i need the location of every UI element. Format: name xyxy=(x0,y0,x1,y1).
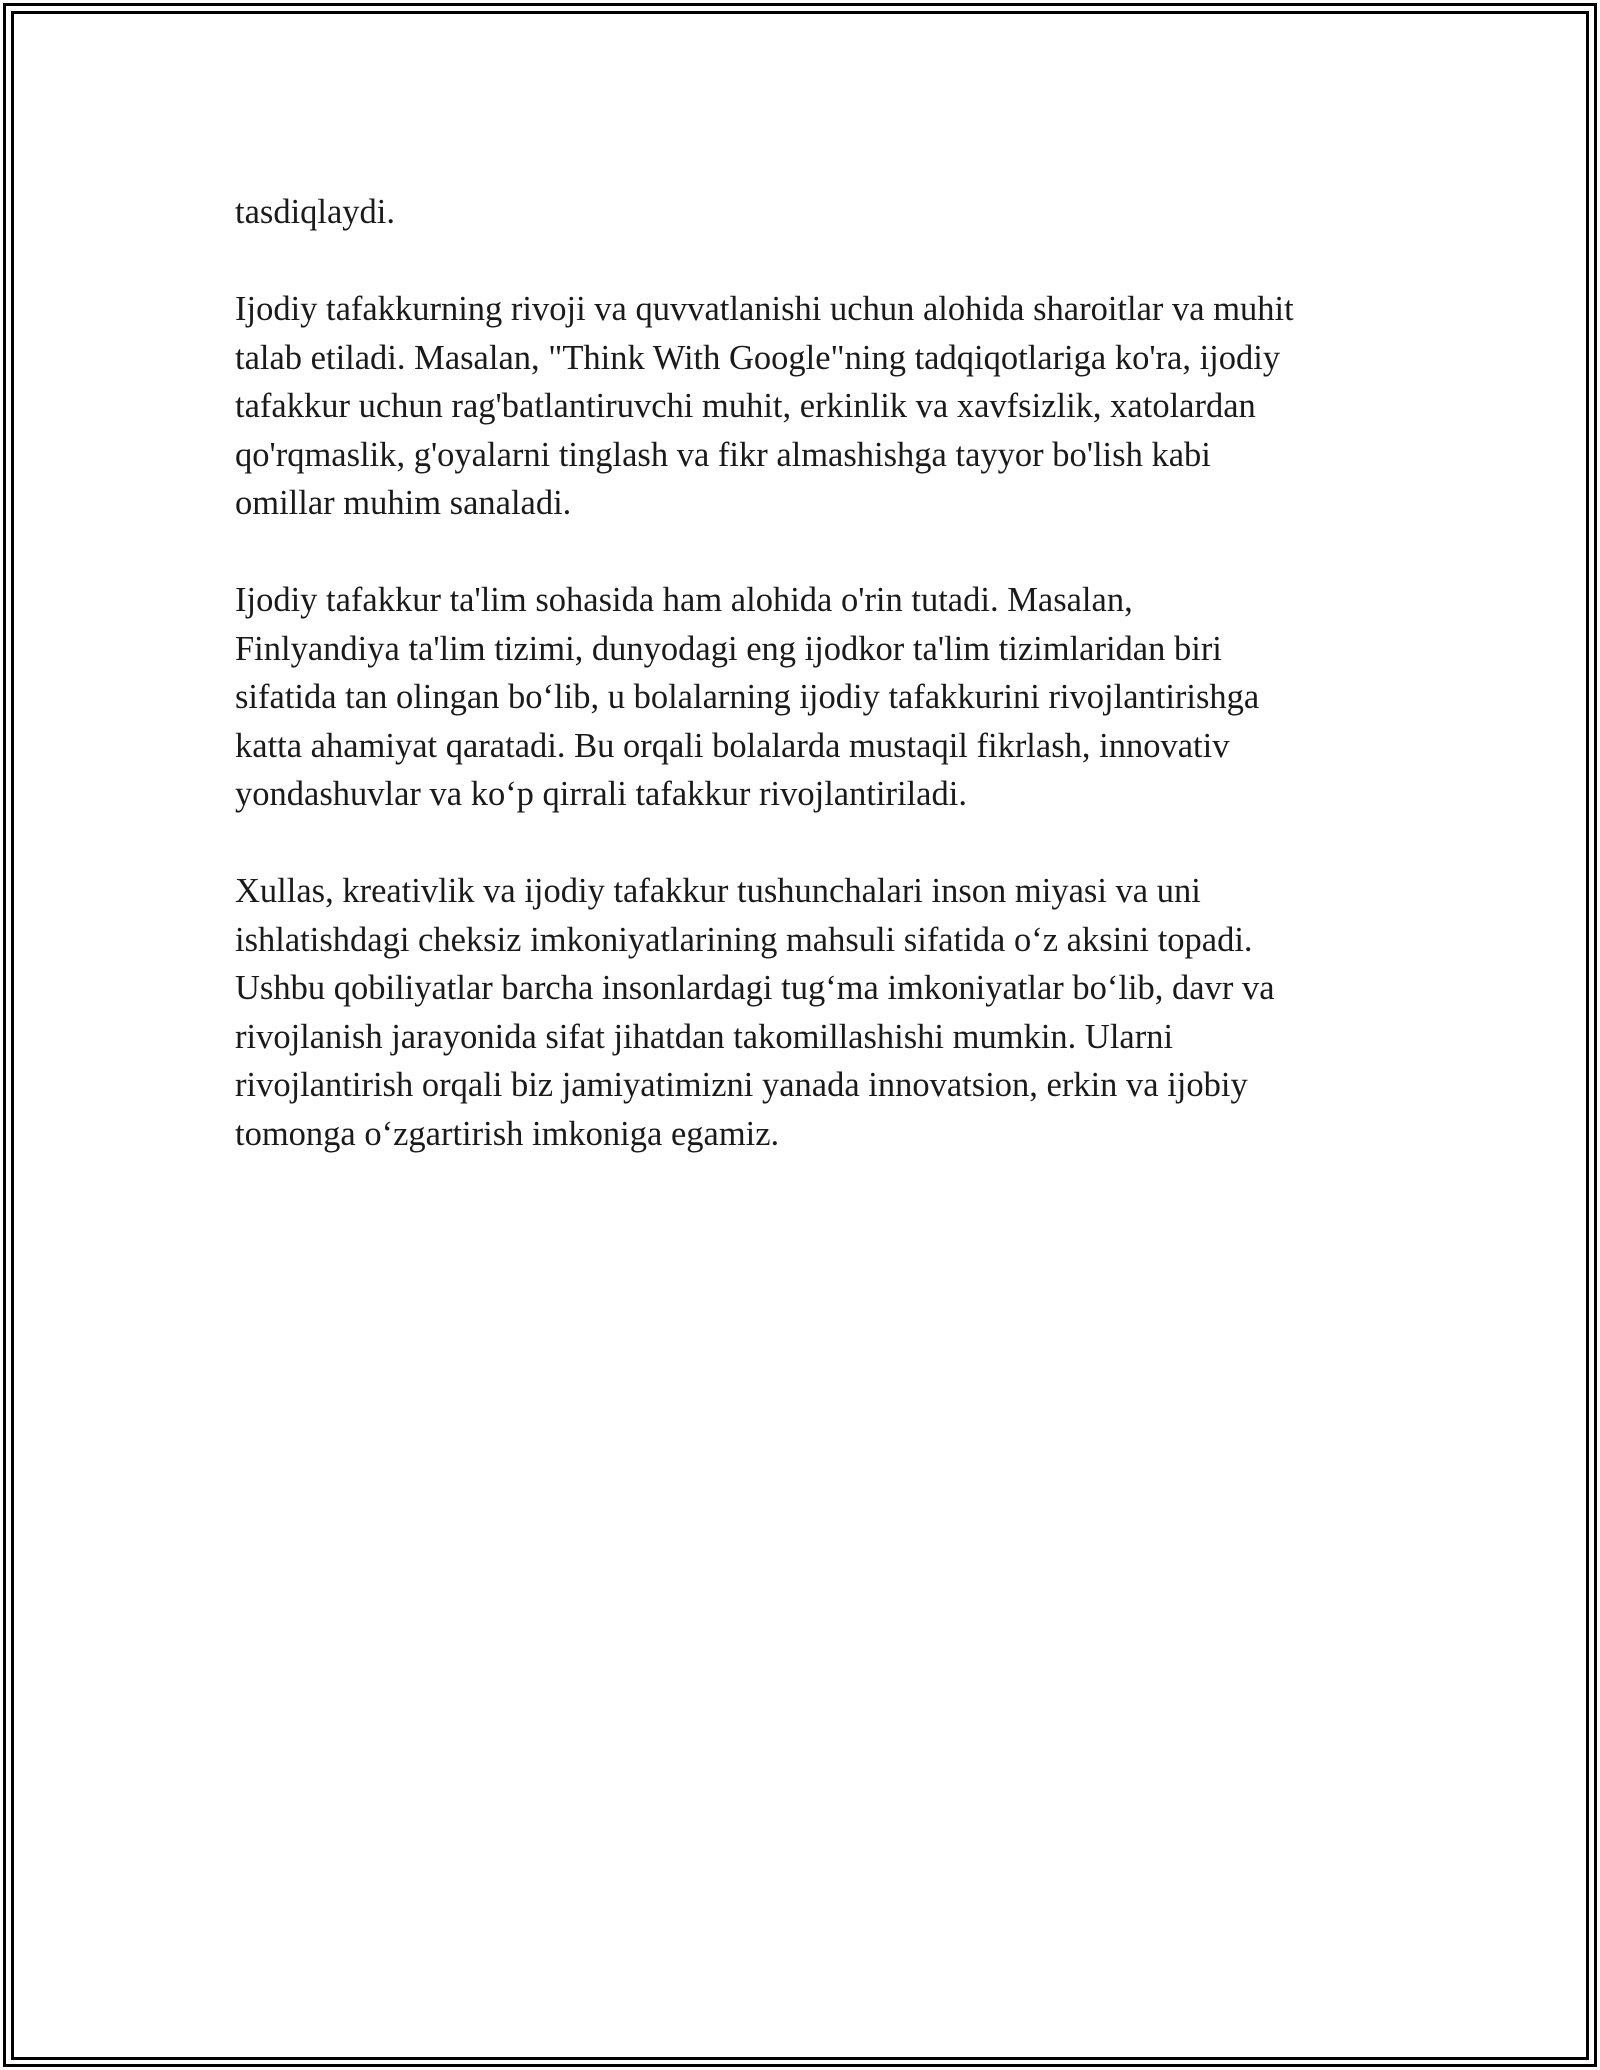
paragraph-3 xyxy=(235,576,1375,819)
text-line: talab etiladi. Masalan, "Think With Google"ning tadqiqotlariga ko'ra, ijodiy xyxy=(235,338,1281,377)
text-line: Ijodiy tafakkur ta'lim sohasida ham alohida o'rin tutadi. Masalan, xyxy=(235,581,1133,619)
text-line: tafakkur uchun rag'batlantiruvchi muhit, erkinlik va xavfsizlik, xatolardan xyxy=(235,387,1256,425)
paragraph-2 xyxy=(235,285,1375,528)
paragraph-4 xyxy=(235,867,1375,1158)
text-line: rivojlanish jarayonida sifat jihatdan takomillashishi mumkin. Ularni xyxy=(235,1017,1174,1056)
document-body xyxy=(235,188,1375,1207)
text-line: Ushbu qobiliyatlar barcha insonlardagi tug‘ma imkoniyatlar bo‘lib, davr va xyxy=(235,969,1275,1007)
text-line: ishlatishdagi cheksiz imkoniyatlarining mahsuli sifatida o‘z aksini topadi. xyxy=(235,920,1253,959)
text-line: rivojlantirish orqali biz jamiyatimizni yanada innovatsion, erkin va ijobiy xyxy=(235,1066,1248,1104)
text-line: qo'rqmaslik, g'oyalarni tinglash va fikr almashishga tayyor bo'lish kabi xyxy=(235,435,1211,474)
text-line: tasdiqlaydi. xyxy=(235,193,396,231)
text-line: omillar muhim sanaladi. xyxy=(235,484,572,522)
text-line: yondashuvlar va ko‘p qirrali tafakkur rivojlantiriladi. xyxy=(235,775,967,813)
text-line: Finlyandiya ta'lim tizimi, dunyodagi eng ijodkor ta'lim tizimlaridan biri xyxy=(235,629,1222,668)
text-line: Xullas, kreativlik va ijodiy tafakkur tushunchalari inson miyasi va uni xyxy=(235,872,1201,910)
text-line: Ijodiy tafakkurning rivoji va quvvatlanishi uchun alohida sharoitlar va muhit xyxy=(235,290,1294,328)
text-line: katta ahamiyat qaratadi. Bu orqali bolalarda mustaqil fikrlash, innovativ xyxy=(235,726,1230,765)
text-line: sifatida tan olingan bo‘lib, u bolalarning ijodiy tafakkurini rivojlantirishga xyxy=(235,678,1260,716)
paragraph-1 xyxy=(235,188,1375,237)
text-line: tomonga o‘zgartirish imkoniga egamiz. xyxy=(235,1114,780,1153)
